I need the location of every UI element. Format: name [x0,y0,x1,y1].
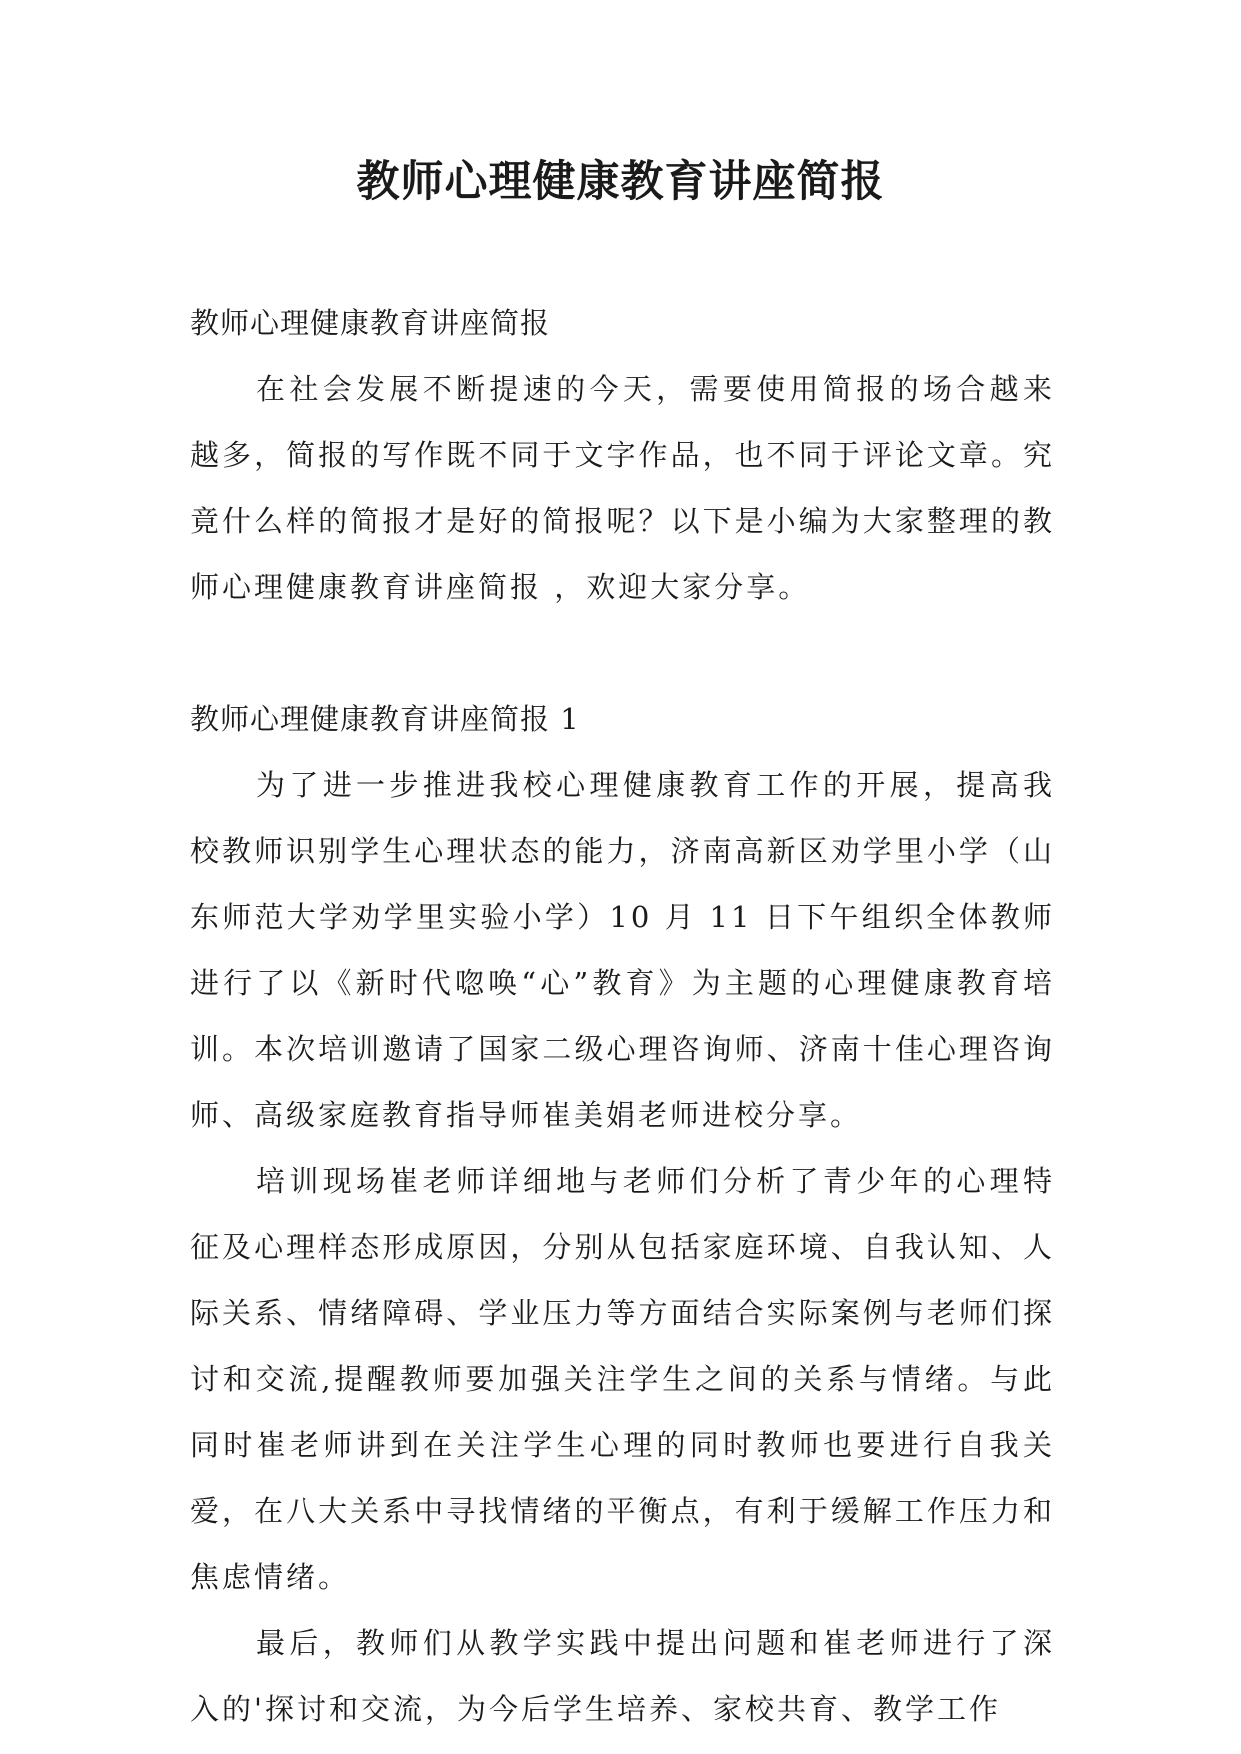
body-paragraph: 最后，教师们从教学实践中提出问题和崔老师进行了深入的'探讨和交流，为今后学生培养、家校共育、教学工作 [190,1626,1055,1726]
body-paragraph: 为了进一步推进我校心理健康教育工作的开展，提高我校教师识别学生心理状态的能力，济南高新区劝学里小学（山东师范大学劝学里实验小学）10 月 11 日下午组织全体教师进行了以《新时代唿唤“心”教育》为主题的心理健康教育培训。本次培训邀请了国家二级心理咨询师、济南十佳心理咨询师、高级家庭教育指导师崔美娟老师进校分享。 [190,768,1055,1132]
section-spacer [190,620,1055,686]
section-heading: 教师心理健康教育讲座简报 1 [190,702,580,736]
document-body [190,290,1055,1742]
document-title: 教师心理健康教育讲座简报 [356,157,885,207]
intro-heading: 教师心理健康教育讲座简报 [190,306,551,340]
body-paragraph: 培训现场崔老师详细地与老师们分析了青少年的心理特征及心理样态形成原因，分别从包括家庭环境、自我认知、人际关系、情绪障碍、学业压力等方面结合实际案例与老师们探讨和交流,提醒教师要加强关注学生之间的关系与情绪。与此同时崔老师讲到在关注学生心理的同时教师也要进行自我关爱，在八大关系中寻找情绪的平衡点，有利于缓解工作压力和焦虑情绪。 [190,1164,1055,1594]
intro-paragraph: 在社会发展不断提速的今天，需要使用简报的场合越来越多，简报的写作既不同于文字作品，也不同于评论文章。究竟什么样的简报才是好的简报呢？以下是小编为大家整理的教师心理健康教育讲座简报 ，欢迎大家分享。 [190,372,1055,604]
